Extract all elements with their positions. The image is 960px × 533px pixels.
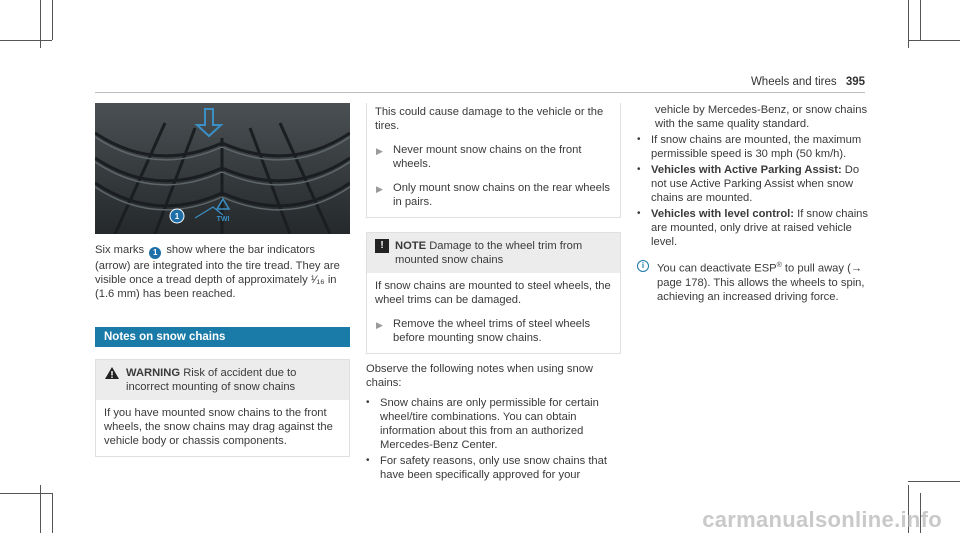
tire-tread-figure: [95, 103, 350, 234]
warning-triangle-icon: [104, 366, 120, 380]
caption-fraction: ¹⁄₁₆: [310, 274, 325, 286]
info-text: to pull away (→ page 178). This allows the wheels to spin, achieving an increased driving force.: [657, 262, 865, 303]
list-item: • Vehicles with level control: If snow chains are mounted, only drive at raised vehicle level.: [637, 208, 868, 248]
crop-mark: [0, 493, 52, 494]
crop-mark: [908, 481, 960, 482]
note-summary: Damage to the wheel trim from mounted snow chains: [395, 240, 583, 266]
arrow-bullet-icon: ▶: [376, 146, 383, 156]
watermark: carmanualsonline.info: [702, 507, 942, 532]
warning-summary: Risk of accident due to incorrect mounting of snow chains: [126, 367, 297, 393]
header-divider: [95, 92, 865, 93]
note-box: [366, 232, 621, 354]
info-note: [637, 259, 869, 304]
info-icon: i: [637, 260, 649, 272]
notes-list-continued: [637, 133, 869, 249]
note-title: NOTE: [395, 240, 427, 252]
crop-mark: [0, 40, 52, 41]
warning-box-continued: [366, 103, 621, 218]
note-body: [367, 273, 620, 353]
instruction-text: Never mount snow chains on the front wheels.: [393, 144, 582, 170]
note-body-text: If snow chains are mounted to steel wheels, the wheel trims can be damaged.: [375, 280, 611, 306]
instruction-text: Remove the wheel trims of steel wheels before mounting snow chains.: [393, 318, 591, 344]
observe-text: Observe the following notes when using snow chains:: [366, 363, 593, 389]
instruction-item: [375, 181, 612, 209]
tire-tread-illustration: [95, 103, 350, 234]
warning-continued-text: [367, 103, 620, 217]
header-title: Wheels and tires: [750, 76, 837, 88]
note-header: [367, 233, 620, 273]
exclamation-icon: !: [375, 239, 389, 253]
instruction-item: [375, 317, 612, 345]
caption-text: Six marks: [95, 244, 145, 256]
figure-callout-1: 1: [174, 212, 180, 221]
warning-title: WARNING: [126, 367, 181, 379]
list-item: • If snow chains are mounted, the maximum permissible speed is 30 mph (50 km/h).: [637, 134, 862, 160]
continued-text: vehicle by Mercedes-Benz, or snow chains with the same quality standard.: [655, 104, 868, 130]
page-header: [751, 75, 865, 89]
arrow-bullet-icon: ▶: [376, 320, 383, 330]
crop-mark: [920, 0, 921, 40]
twi-logo-text: TWI: [216, 216, 230, 223]
info-text: You can deactivate ESP: [657, 262, 777, 275]
warning-header: [96, 360, 349, 400]
crop-mark: [52, 493, 53, 533]
caption-text: show where the bar indicators (arrow) are integrated into the tire tread. They are visible once a tread depth of approximately: [95, 244, 340, 286]
list-item: • Snow chains are only permissible for certain wheel/tire combinations. You can obtain information about this from an authorized Mercedes-Benz Center.: [366, 397, 599, 451]
section-heading: Notes on snow chains: [95, 327, 350, 347]
figure-caption: [95, 243, 350, 301]
info-registered-mark: ®: [776, 262, 782, 269]
caption-text: in (1.6 mm) has been reached.: [95, 274, 337, 300]
list-item: • Vehicles with Active Parking Assist: Do not use Active Parking Assist when snow chains are mounted.: [637, 164, 860, 204]
warning-body: If you have mounted snow chains to the front wheels, the snow chains may drag against the vehicle body or chassis components.: [104, 407, 333, 447]
instruction-text: Only mount snow chains on the rear wheels in pairs.: [393, 182, 611, 208]
column-2: [366, 103, 621, 482]
notes-list: [366, 396, 621, 482]
note-text: [395, 239, 612, 267]
column-1: [95, 103, 350, 457]
list-item: • For safety reasons, only use snow chains that have been specifically approved for your: [366, 455, 607, 481]
instruction-item: [375, 143, 612, 171]
column-3: [637, 103, 869, 304]
arrow-bullet-icon: ▶: [376, 184, 383, 194]
crop-mark: [908, 40, 960, 41]
callout-1-badge: 1: [149, 247, 161, 259]
warning-text: [126, 366, 341, 394]
crop-mark: [52, 0, 53, 40]
page-number: 395: [845, 76, 865, 88]
continued-text: This could cause damage to the vehicle or the tires.: [375, 106, 604, 132]
warning-box: [95, 359, 350, 457]
